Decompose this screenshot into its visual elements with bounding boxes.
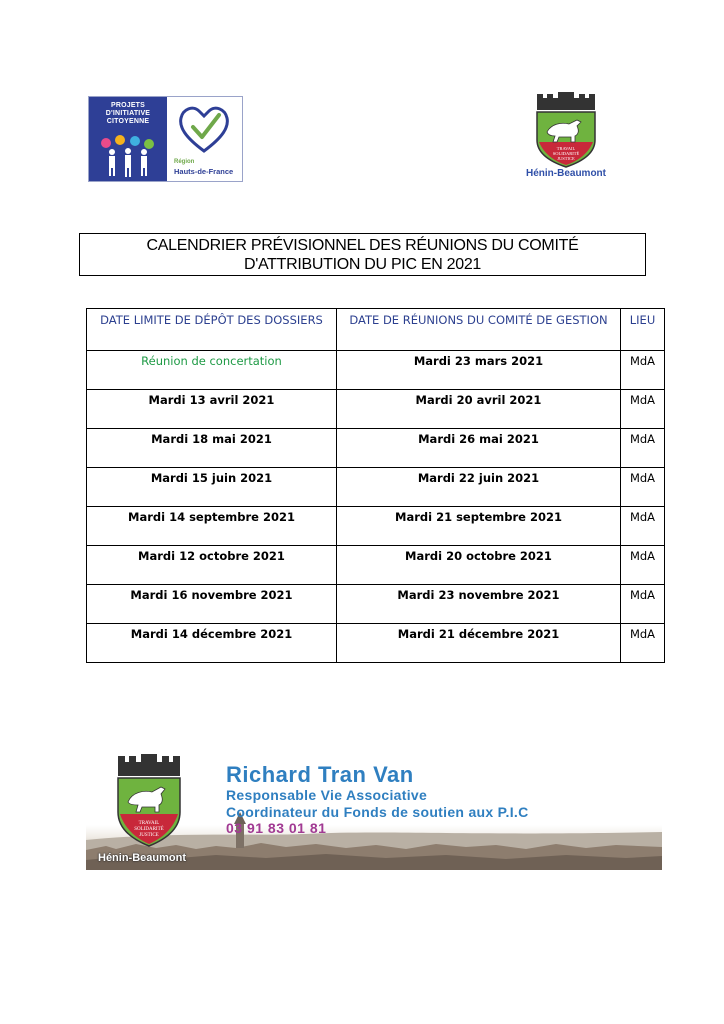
table-row <box>87 390 665 429</box>
deadline-cell: Mardi 18 mai 2021 <box>87 429 337 468</box>
banner-motto-3: JUSTICE <box>139 833 159 838</box>
contact-role-2: Coordinateur du Fonds de soutien aux P.I.C <box>226 804 529 820</box>
table-row <box>87 507 665 546</box>
meeting-calendar-table <box>86 308 665 663</box>
document-title <box>79 233 646 276</box>
pic-logo-line-3: CITOYENNE <box>106 118 150 125</box>
deadline-cell: Mardi 16 novembre 2021 <box>87 585 337 624</box>
banner-crest-icon <box>114 754 184 852</box>
pic-logo <box>88 96 243 182</box>
table-row <box>87 546 665 585</box>
meeting-cell: Mardi 20 avril 2021 <box>337 390 621 429</box>
lieu-cell: MdA <box>621 468 665 507</box>
contact-name: Richard Tran Van <box>226 762 414 787</box>
table-row <box>87 468 665 507</box>
banner-motto-2: SOLIDARITÉ <box>134 827 164 832</box>
region-label: Région <box>174 159 195 165</box>
lieu-cell: MdA <box>621 585 665 624</box>
table-header-row <box>87 309 665 351</box>
contact-banner <box>86 752 662 870</box>
meeting-cell: Mardi 26 mai 2021 <box>337 429 621 468</box>
meeting-cell: Mardi 23 mars 2021 <box>337 351 621 390</box>
region-logo <box>167 97 242 181</box>
header-lieu: LIEU <box>621 309 665 351</box>
banner-motto-1: TRAVAIL <box>138 821 160 826</box>
lieu-cell: MdA <box>621 351 665 390</box>
crest-city-name: Hénin-Beaumont <box>526 168 606 179</box>
lieu-cell: MdA <box>621 390 665 429</box>
contact-phone: 03 91 83 01 81 <box>226 820 327 836</box>
table-row <box>87 585 665 624</box>
city-crest <box>518 92 614 184</box>
deadline-cell: Mardi 12 octobre 2021 <box>87 546 337 585</box>
pic-logo-line-2: D'INITIATIVE <box>105 110 151 117</box>
lieu-cell: MdA <box>621 507 665 546</box>
deadline-cell: Mardi 13 avril 2021 <box>87 390 337 429</box>
title-line-1: CALENDRIER PRÉVISIONNEL DES RÉUNIONS DU COMITÉ <box>146 237 579 254</box>
lieu-cell: MdA <box>621 624 665 663</box>
meeting-cell: Mardi 22 juin 2021 <box>337 468 621 507</box>
region-heart-icon <box>175 101 233 157</box>
deadline-cell: Mardi 15 juin 2021 <box>87 468 337 507</box>
lieu-cell: MdA <box>621 546 665 585</box>
contact-role: Responsable Vie Associative <box>226 787 428 803</box>
banner-city-name: Hénin-Beaumont <box>98 852 186 864</box>
deadline-cell: Mardi 14 septembre 2021 <box>87 507 337 546</box>
crest-icon <box>531 92 601 168</box>
meeting-cell: Mardi 20 octobre 2021 <box>337 546 621 585</box>
lieu-cell: MdA <box>621 429 665 468</box>
header-deadline: DATE LIMITE DE DÉPÔT DES DOSSIERS <box>87 309 337 351</box>
table-row <box>87 351 665 390</box>
crest-motto-2: SOLIDARITÉ <box>552 151 580 156</box>
deadline-cell: Réunion de concertation <box>87 351 337 390</box>
meeting-cell: Mardi 21 septembre 2021 <box>337 507 621 546</box>
region-name: Hauts-de-France <box>174 167 234 176</box>
meeting-cell: Mardi 23 novembre 2021 <box>337 585 621 624</box>
crest-motto-1: TRAVAIL <box>556 146 576 151</box>
pic-logo-panel <box>89 97 167 181</box>
deadline-cell: Mardi 14 décembre 2021 <box>87 624 337 663</box>
table-row <box>87 624 665 663</box>
pic-logo-line-1: PROJETS <box>110 102 146 109</box>
title-line-2: D'ATTRIBUTION DU PIC EN 2021 <box>243 256 482 273</box>
citizens-icon <box>97 135 159 179</box>
meeting-cell: Mardi 21 décembre 2021 <box>337 624 621 663</box>
table-row <box>87 429 665 468</box>
header-meeting-date: DATE DE RÉUNIONS DU COMITÉ DE GESTION <box>337 309 621 351</box>
crest-motto-3: JUSTICE <box>557 156 575 161</box>
